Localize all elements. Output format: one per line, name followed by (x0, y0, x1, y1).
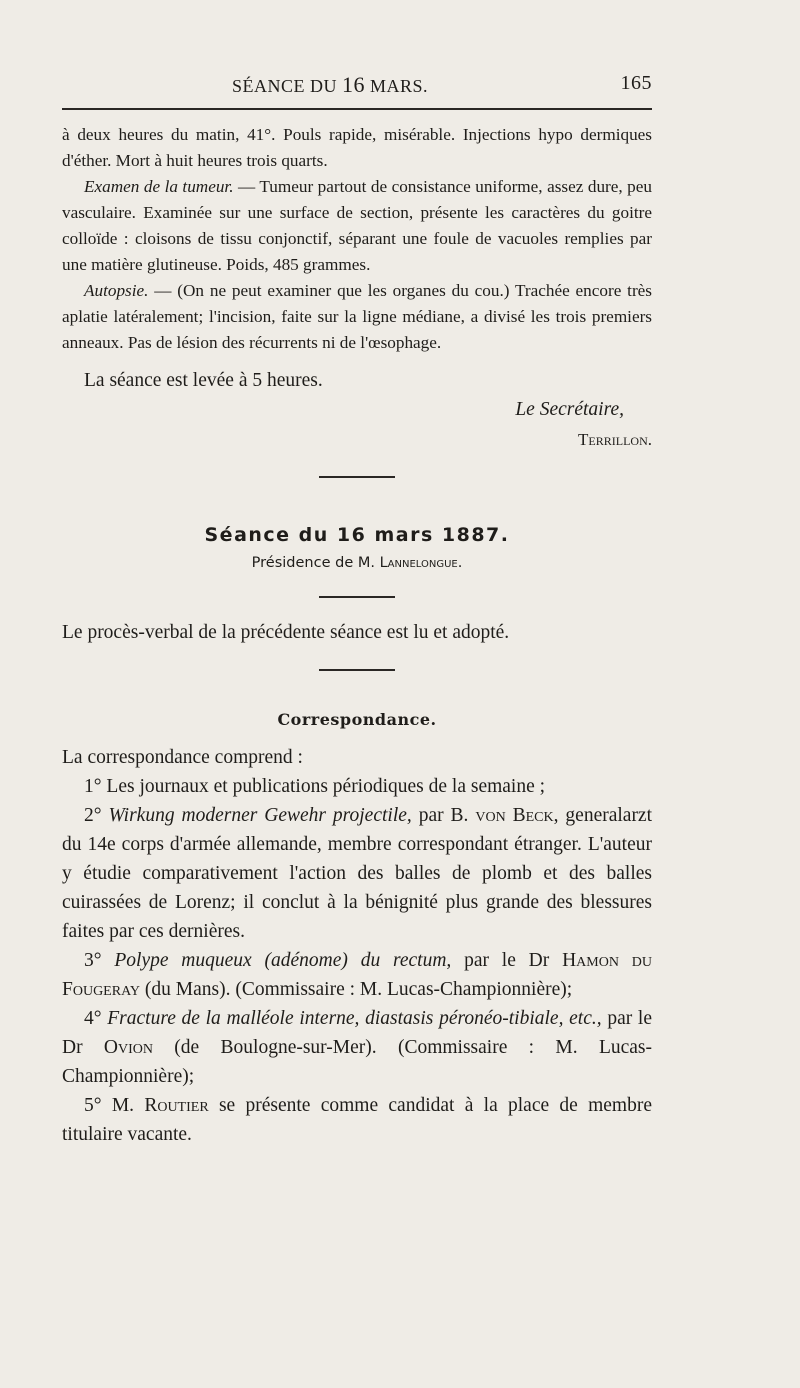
page-body (62, 122, 652, 1149)
seance-levee: La séance est levée à 5 heures. (84, 370, 323, 391)
running-head (232, 72, 428, 98)
correspondance-intro: La correspondance comprend : (62, 747, 303, 768)
paragraph-death: à deux heures du matin, 41°. Pouls rapide, misérable. Injections hypo dermiques d'éther. Mort à huit heures trois quarts. (62, 125, 652, 170)
item4-title: Fracture de la malléole interne, diastasis péronéo-tibiale, etc., (107, 1008, 602, 1029)
proces-verbal: Le procès-verbal de la précédente séance est lu et adopté. (62, 622, 510, 643)
item4-number: 4° (84, 1008, 108, 1029)
section-divider-2 (319, 596, 395, 598)
correspondance-item-3 (62, 946, 652, 1004)
examen-label: Examen de la tumeur. (84, 177, 234, 196)
item4-author: Ovion (103, 1037, 153, 1058)
item5-author: Routier (144, 1095, 209, 1116)
item3-by: par le Dr (451, 950, 563, 971)
item4-by: par le Dr (62, 1008, 652, 1058)
correspondance-item-2 (62, 801, 652, 946)
item2-author: von Beck, (475, 805, 559, 826)
paragraph-autopsie (62, 278, 652, 356)
presidence-prefix: Présidence de M. (251, 555, 380, 571)
item2-title: Wirkung moderner Gewehr projectile, (108, 805, 412, 826)
correspondance-list (62, 743, 652, 1149)
item5-number: 5° M. (84, 1095, 145, 1116)
item3-number: 3° (84, 950, 115, 971)
correspondance-item-4 (62, 1004, 652, 1091)
item3-title: Polype muqueux (adénome) du rectum, (114, 950, 452, 971)
item2-number: 2° (84, 805, 109, 826)
item5-rest: se présente comme candidat à la place de membre titulaire vacante. (62, 1095, 652, 1145)
presidence-name: Lannelongue. (379, 555, 463, 571)
header-rule (62, 108, 652, 110)
section-divider-3 (319, 669, 395, 671)
item3-rest: (du Mans). (Commissaire : M. Lucas-Championnière); (140, 979, 573, 1000)
page-header (62, 72, 652, 102)
running-head-day: 16 (342, 72, 366, 97)
item3-author: Hamon du Fougeray (62, 950, 652, 1000)
session-presidence (62, 550, 652, 576)
signature-name: Terrillon. (578, 430, 652, 449)
item2-rest: generalarzt du 14e corps d'armée allemande, membre correspondant étranger. L'auteur y étudie comparativement l'action des balles de plomb et des balles cuirassées de Lorenz; il conclut à la bénignité plus grande des blessures faites par ces dernières. (62, 805, 653, 942)
autopsie-label: Autopsie. (84, 281, 149, 300)
correspondance-item-1: 1° Les journaux et publications périodiques de la semaine ; (84, 776, 546, 797)
running-head-prefix: SÉANCE DU (232, 76, 338, 96)
signature-title: Le Secrétaire, (515, 399, 624, 420)
paragraph-examen (62, 174, 652, 278)
correspondance-item-5 (62, 1091, 652, 1149)
autopsie-text: — (On ne peut examiner que les organes du cou.) Trachée encore très aplatie latéralement; l'incision, faite sur la ligne médiane, a divisé les trois premiers anneaux. Pas de lésion des récurrents ni de l'œsophage. (62, 281, 652, 352)
page-number: 165 (620, 72, 652, 94)
examen-text: — Tumeur partout de consistance uniforme, assez dure, peu vasculaire. Examinée sur une surface de section, présente les caractères du goitre colloïde : cloisons de tissu conjonctif, séparant une foule de vacuoles remplies par une matière glutineuse. Poids, 485 grammes. (62, 177, 652, 274)
correspondance-heading: Correspondance. (277, 710, 437, 729)
item4-rest: (de Boulogne-sur-Mer). (Commissaire : M. Lucas-Championnière); (62, 1037, 652, 1087)
session-title: Séance du 16 mars 1887. (204, 524, 510, 546)
item2-by: par B. (411, 805, 476, 826)
running-head-month: MARS. (370, 76, 429, 96)
section-divider-1 (319, 476, 395, 478)
